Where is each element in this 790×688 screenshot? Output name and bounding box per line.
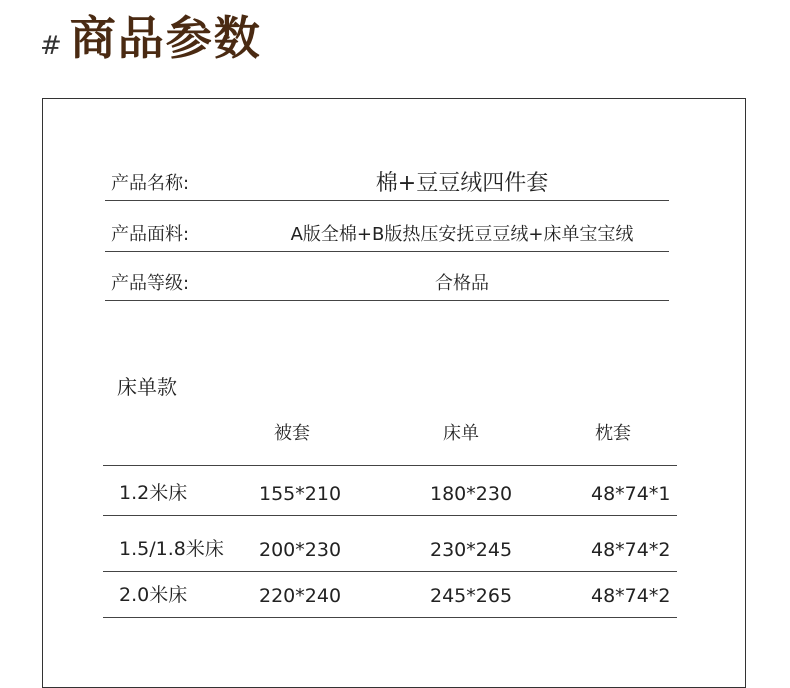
info-row-fabric (105, 217, 669, 252)
pillow-size-cell: 48*74*2 (591, 539, 671, 561)
duvet-size-cell: 200*230 (259, 539, 342, 561)
pillow-size-cell: 48*74*1 (591, 483, 671, 505)
hash-symbol: # (40, 31, 62, 61)
table-header-row (103, 419, 677, 466)
bed-size-cell: 1.5/1.8米床 (119, 538, 224, 560)
info-label: 产品面料: (111, 224, 190, 245)
info-value: 棉+豆豆绒四件套 (375, 171, 549, 196)
page-header (40, 2, 262, 65)
info-row-name (105, 166, 669, 201)
info-row-grade (105, 266, 669, 301)
bed-size-cell: 1.2米床 (119, 482, 188, 504)
duvet-size-cell: 220*240 (259, 585, 342, 607)
sheet-size-cell: 245*265 (430, 585, 513, 607)
parameters-panel (42, 98, 746, 688)
column-header-pillow: 枕套 (595, 423, 631, 444)
info-label: 产品名称: (111, 173, 190, 194)
table-row (103, 465, 677, 516)
table-row (103, 515, 677, 572)
bed-size-cell: 2.0米床 (119, 584, 188, 606)
section-title: 床单款 (117, 375, 177, 399)
info-value: A版全棉+B版热压安抚豆豆绒+床单宝宝绒 (290, 224, 634, 245)
info-value: 合格品 (435, 273, 489, 294)
duvet-size-cell: 155*210 (259, 483, 342, 505)
column-header-duvet: 被套 (274, 423, 310, 444)
sheet-size-cell: 180*230 (430, 483, 513, 505)
sheet-size-cell: 230*245 (430, 539, 513, 561)
page-title: 商品参数 (69, 11, 262, 65)
table-row (103, 571, 677, 618)
info-label: 产品等级: (111, 273, 190, 294)
column-header-sheet: 床单 (443, 423, 479, 444)
pillow-size-cell: 48*74*2 (591, 585, 671, 607)
